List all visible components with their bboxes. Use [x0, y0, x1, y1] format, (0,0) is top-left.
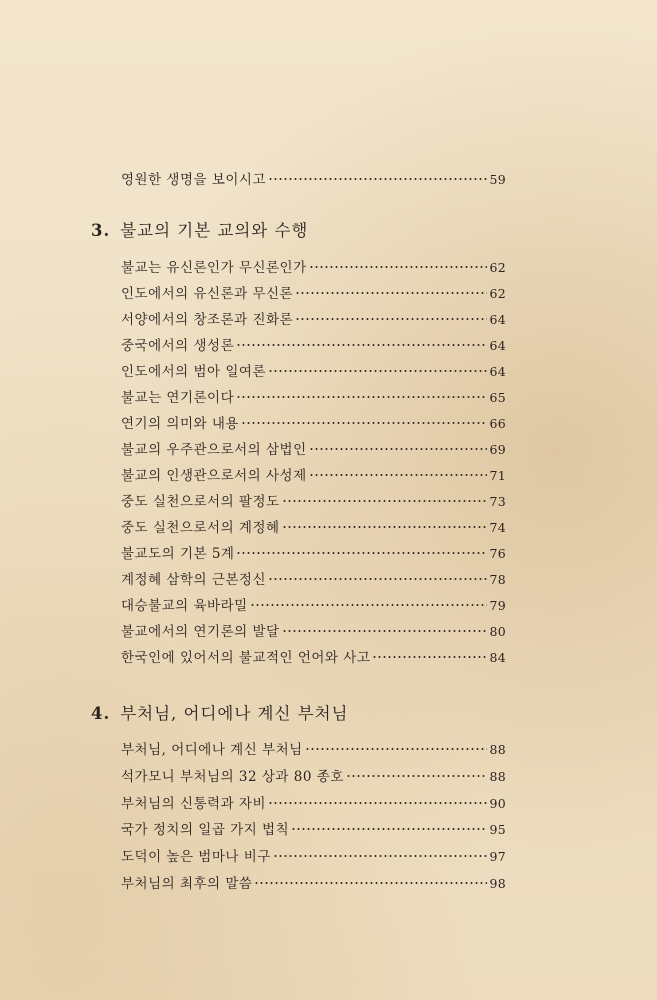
toc-entry-title: 석가모니 부처님의 32 상과 80 종호	[121, 769, 344, 785]
leader-dots	[268, 790, 487, 808]
leader-dots	[309, 462, 488, 480]
toc-entry-page: 78	[489, 572, 506, 587]
toc-entry	[121, 488, 506, 511]
leader-dots	[241, 410, 488, 428]
toc-entry-page: 59	[489, 172, 506, 187]
toc-entry-page: 88	[489, 769, 506, 784]
toc-entry	[121, 592, 506, 615]
toc-entry-title: 중도 실천으로서의 계정혜	[121, 520, 280, 536]
toc-entry	[121, 540, 506, 563]
leader-dots	[295, 306, 487, 324]
toc-entry	[121, 790, 506, 813]
toc-entry-page: 64	[489, 364, 506, 379]
toc-entry-page: 64	[489, 338, 506, 353]
leader-dots	[236, 384, 487, 402]
toc-entry	[121, 763, 506, 786]
leader-dots	[346, 763, 488, 781]
leader-dots	[282, 618, 488, 636]
toc-entry-page: 73	[489, 494, 506, 509]
toc-entry-title: 중도 실천으로서의 팔정도	[121, 494, 280, 510]
toc-entry-page: 76	[489, 546, 506, 561]
toc-entry-title: 불교는 유신론인가 무신론인가	[121, 260, 307, 276]
section-title: 부처님, 어디에나 계신 부처님	[120, 704, 349, 723]
leader-dots	[250, 592, 488, 610]
toc-entry	[121, 306, 506, 329]
leader-dots	[282, 488, 488, 506]
section-heading	[91, 703, 348, 725]
toc-entry-title: 불교의 우주관으로서의 삼법인	[121, 442, 307, 458]
toc-entry	[121, 736, 506, 759]
toc-entry	[121, 514, 506, 537]
toc-entry-page: 74	[489, 520, 506, 535]
toc-entry-page: 66	[489, 416, 506, 431]
leader-dots	[273, 843, 488, 861]
toc-entry-page: 95	[489, 822, 506, 837]
leader-dots	[236, 332, 487, 350]
toc-entry-title: 부처님의 신통력과 자비	[121, 796, 266, 812]
toc-entry-page: 62	[489, 260, 506, 275]
toc-entry-title: 인도에서의 범아 일여론	[121, 364, 266, 380]
toc-entry-title: 부처님, 어디에나 계신 부처님	[121, 742, 303, 758]
toc-entry	[121, 332, 506, 355]
leader-dots	[268, 566, 487, 584]
toc-entry-page: 79	[489, 598, 506, 613]
toc-entry	[121, 843, 506, 866]
toc-entry-page: 65	[489, 390, 506, 405]
toc-entry-title: 연기의 의미와 내용	[121, 416, 239, 432]
toc-entry-page: 64	[489, 312, 506, 327]
section-number: 4.	[91, 704, 111, 723]
toc-entry-page: 69	[489, 442, 506, 457]
leader-dots	[372, 644, 487, 662]
toc-entry	[121, 436, 506, 459]
toc-entry-title: 불교도의 기본 5계	[121, 546, 235, 562]
toc-entry-title: 불교는 연기론이다	[121, 390, 235, 406]
leader-dots	[268, 166, 487, 184]
leader-dots	[268, 358, 487, 376]
toc-entry	[121, 254, 506, 277]
toc-entry-page: 97	[489, 849, 506, 864]
toc-entry	[121, 870, 506, 893]
toc-entry	[121, 644, 506, 667]
toc-entry	[121, 280, 506, 303]
toc-entry-page: 90	[489, 796, 506, 811]
section-number: 3.	[91, 221, 111, 240]
toc-entry-title: 중국에서의 생성론	[121, 338, 235, 354]
leader-dots	[291, 816, 487, 834]
toc-entry-title: 한국인에 있어서의 불교적인 언어와 사고	[121, 650, 371, 666]
toc-entry-page: 84	[489, 650, 506, 665]
leader-dots	[305, 736, 488, 754]
toc-entry-title: 영원한 생명을 보이시고	[121, 172, 266, 188]
leader-dots	[236, 540, 487, 558]
toc-entry	[121, 358, 506, 381]
toc-entry-title: 국가 정치의 일곱 가지 법칙	[121, 822, 290, 838]
toc-entry-title: 불교에서의 연기론의 발달	[121, 624, 280, 640]
section-heading	[91, 220, 308, 242]
toc-entry-page: 62	[489, 286, 506, 301]
section-title: 불교의 기본 교의와 수행	[120, 221, 309, 240]
toc-entry-title: 인도에서의 유신론과 무신론	[121, 286, 294, 302]
toc-entry-title: 서양에서의 창조론과 진화론	[121, 312, 294, 328]
toc-entry-title: 부처님의 최후의 말씀	[121, 876, 253, 892]
leader-dots	[295, 280, 487, 298]
toc-entry-page: 88	[489, 742, 506, 757]
leader-dots	[309, 436, 488, 454]
leader-dots	[254, 870, 487, 888]
leader-dots	[309, 254, 488, 272]
toc-entry-title: 계정혜 삼학의 근본정신	[121, 572, 266, 588]
toc-entry	[121, 618, 506, 641]
toc-entry-page: 80	[489, 624, 506, 639]
toc-entry-page: 98	[489, 876, 506, 891]
leader-dots	[282, 514, 488, 532]
toc-entry-title: 대승불교의 육바라밀	[121, 598, 248, 614]
toc-entry	[121, 166, 506, 189]
toc-entry-page: 71	[489, 468, 506, 483]
toc-entry	[121, 566, 506, 589]
toc-entry-title: 도덕이 높은 범마나 비구	[121, 849, 271, 865]
toc-entry	[121, 816, 506, 839]
toc-entry	[121, 410, 506, 433]
toc-entry	[121, 384, 506, 407]
toc-entry	[121, 462, 506, 485]
toc-entry-title: 불교의 인생관으로서의 사성제	[121, 468, 307, 484]
